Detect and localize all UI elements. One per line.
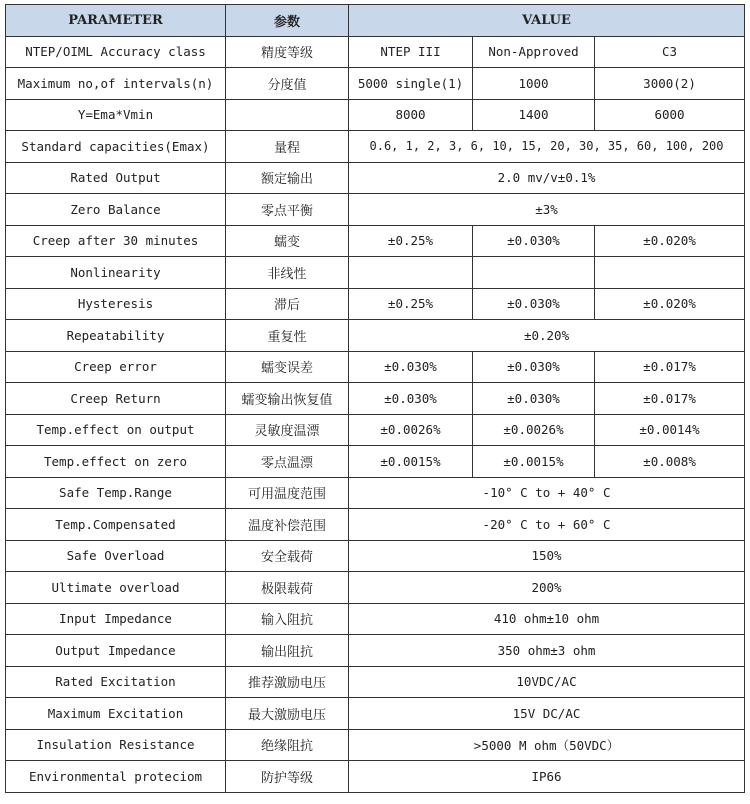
parameter-cn-cell: 极限载荷	[226, 572, 349, 604]
parameter-cn-cell: 输入阻抗	[226, 603, 349, 635]
table-row	[6, 68, 745, 100]
value-cell-1: ±0.030%	[349, 351, 473, 383]
header-row	[6, 5, 745, 37]
parameter-cell: Maximum no,of intervals(n)	[6, 68, 226, 100]
value-cell: 200%	[349, 572, 745, 604]
value-cell-3: ±0.020%	[595, 225, 745, 257]
parameter-cn-cell: 零点平衡	[226, 194, 349, 226]
table-row	[6, 666, 745, 698]
table-row	[6, 540, 745, 572]
parameter-cn-cell: 最大激励电压	[226, 698, 349, 730]
value-cell: ±0.20%	[349, 320, 745, 352]
value-cell-3: ±0.017%	[595, 351, 745, 383]
value-cell-3: ±0.017%	[595, 383, 745, 415]
parameter-cell: Temp.Compensated	[6, 509, 226, 541]
value-cell-2: 1400	[473, 99, 595, 131]
parameter-cn-cell: 蠕变误差	[226, 351, 349, 383]
table-row	[6, 509, 745, 541]
parameter-cn-cell: 蠕变	[226, 225, 349, 257]
parameter-cn-cell: 非线性	[226, 257, 349, 289]
value-cell-2: ±0.030%	[473, 351, 595, 383]
parameter-cell: Maximum Excitation	[6, 698, 226, 730]
parameter-cn-cell: 重复性	[226, 320, 349, 352]
table-row	[6, 446, 745, 478]
parameter-cn-cell: 灵敏度温漂	[226, 414, 349, 446]
value-cell-1: ±0.25%	[349, 288, 473, 320]
table-row	[6, 383, 745, 415]
parameter-cell: Repeatability	[6, 320, 226, 352]
parameter-cn-cell: 推荐激励电压	[226, 666, 349, 698]
table-row	[6, 257, 745, 289]
value-cell: 150%	[349, 540, 745, 572]
parameter-cn-cell: 蠕变输出恢复值	[226, 383, 349, 415]
parameter-cell: Creep after 30 minutes	[6, 225, 226, 257]
header-parameter: PARAMETER	[6, 5, 226, 37]
value-cell: 2.0 mv/v±0.1%	[349, 162, 745, 194]
value-cell: 410 ohm±10 ohm	[349, 603, 745, 635]
spec-body	[6, 36, 745, 792]
parameter-cn-cell: 分度值	[226, 68, 349, 100]
value-cell: -20° C to + 60° C	[349, 509, 745, 541]
value-cell-3: ±0.0014%	[595, 414, 745, 446]
parameter-cn-cell: 绝缘阻抗	[226, 729, 349, 761]
parameter-cell: NTEP/OIML Accuracy class	[6, 36, 226, 68]
table-row	[6, 225, 745, 257]
parameter-cell: Zero Balance	[6, 194, 226, 226]
value-cell-3: 3000(2)	[595, 68, 745, 100]
value-cell-3: ±0.020%	[595, 288, 745, 320]
table-row	[6, 414, 745, 446]
value-cell: IP66	[349, 761, 745, 793]
parameter-cell: Temp.effect on zero	[6, 446, 226, 478]
table-row	[6, 603, 745, 635]
parameter-cn-cell: 温度补偿范围	[226, 509, 349, 541]
parameter-cell: Hysteresis	[6, 288, 226, 320]
value-cell-2: ±0.030%	[473, 225, 595, 257]
table-row	[6, 729, 745, 761]
parameter-cn-cell: 精度等级	[226, 36, 349, 68]
parameter-cn-cell: 零点温漂	[226, 446, 349, 478]
parameter-cell: Safe Temp.Range	[6, 477, 226, 509]
parameter-cell: Nonlinearity	[6, 257, 226, 289]
parameter-cn-cell: 输出阻抗	[226, 635, 349, 667]
value-cell-1	[349, 257, 473, 289]
value-cell: 15V DC/AC	[349, 698, 745, 730]
value-cell: 10VDC/AC	[349, 666, 745, 698]
value-cell-2: Non-Approved	[473, 36, 595, 68]
table-row	[6, 131, 745, 163]
parameter-cell: Temp.effect on output	[6, 414, 226, 446]
table-row	[6, 572, 745, 604]
parameter-cell: Creep error	[6, 351, 226, 383]
value-cell-3: C3	[595, 36, 745, 68]
value-cell-1: ±0.030%	[349, 383, 473, 415]
table-row	[6, 36, 745, 68]
value-cell-2: ±0.030%	[473, 288, 595, 320]
parameter-cn-cell: 滞后	[226, 288, 349, 320]
parameter-cell: Safe Overload	[6, 540, 226, 572]
table-row	[6, 761, 745, 793]
value-cell-2: ±0.0015%	[473, 446, 595, 478]
header-cn: 参数	[226, 5, 349, 37]
parameter-cn-cell: 防护等级	[226, 761, 349, 793]
table-row	[6, 698, 745, 730]
value-cell-3: 6000	[595, 99, 745, 131]
value-cell-2: 1000	[473, 68, 595, 100]
value-cell-1: 5000 single(1)	[349, 68, 473, 100]
parameter-cell: Environmental proteciom	[6, 761, 226, 793]
parameter-cell: Output Impedance	[6, 635, 226, 667]
parameter-cell: Input Impedance	[6, 603, 226, 635]
table-row	[6, 194, 745, 226]
value-cell-1: 8000	[349, 99, 473, 131]
header-value: VALUE	[349, 5, 745, 37]
table-row	[6, 162, 745, 194]
table-row	[6, 635, 745, 667]
parameter-cn-cell: 额定输出	[226, 162, 349, 194]
value-cell: 0.6, 1, 2, 3, 6, 10, 15, 20, 30, 35, 60, 100, 200	[349, 131, 745, 163]
parameter-cell: Creep Return	[6, 383, 226, 415]
value-cell-3	[595, 257, 745, 289]
parameter-cell: Ultimate overload	[6, 572, 226, 604]
value-cell-1: ±0.0026%	[349, 414, 473, 446]
parameter-cell: Rated Output	[6, 162, 226, 194]
parameter-cn-cell	[226, 99, 349, 131]
value-cell-1: ±0.0015%	[349, 446, 473, 478]
value-cell: 350 ohm±3 ohm	[349, 635, 745, 667]
value-cell-2: ±0.030%	[473, 383, 595, 415]
value-cell: -10° C to + 40° C	[349, 477, 745, 509]
parameter-cn-cell: 量程	[226, 131, 349, 163]
parameter-cell: Insulation Resistance	[6, 729, 226, 761]
parameter-cell: Y=Ema*Vmin	[6, 99, 226, 131]
parameter-cn-cell: 可用温度范围	[226, 477, 349, 509]
table-row	[6, 320, 745, 352]
value-cell-1: ±0.25%	[349, 225, 473, 257]
value-cell: ±3%	[349, 194, 745, 226]
parameter-cell: Standard capacities(Emax)	[6, 131, 226, 163]
table-row	[6, 477, 745, 509]
table-row	[6, 99, 745, 131]
value-cell-1: NTEP III	[349, 36, 473, 68]
spec-table	[5, 4, 745, 793]
parameter-cn-cell: 安全载荷	[226, 540, 349, 572]
value-cell-3: ±0.008%	[595, 446, 745, 478]
value-cell: >5000 M ohm（50VDC）	[349, 729, 745, 761]
parameter-cell: Rated Excitation	[6, 666, 226, 698]
table-row	[6, 351, 745, 383]
value-cell-2	[473, 257, 595, 289]
table-row	[6, 288, 745, 320]
value-cell-2: ±0.0026%	[473, 414, 595, 446]
